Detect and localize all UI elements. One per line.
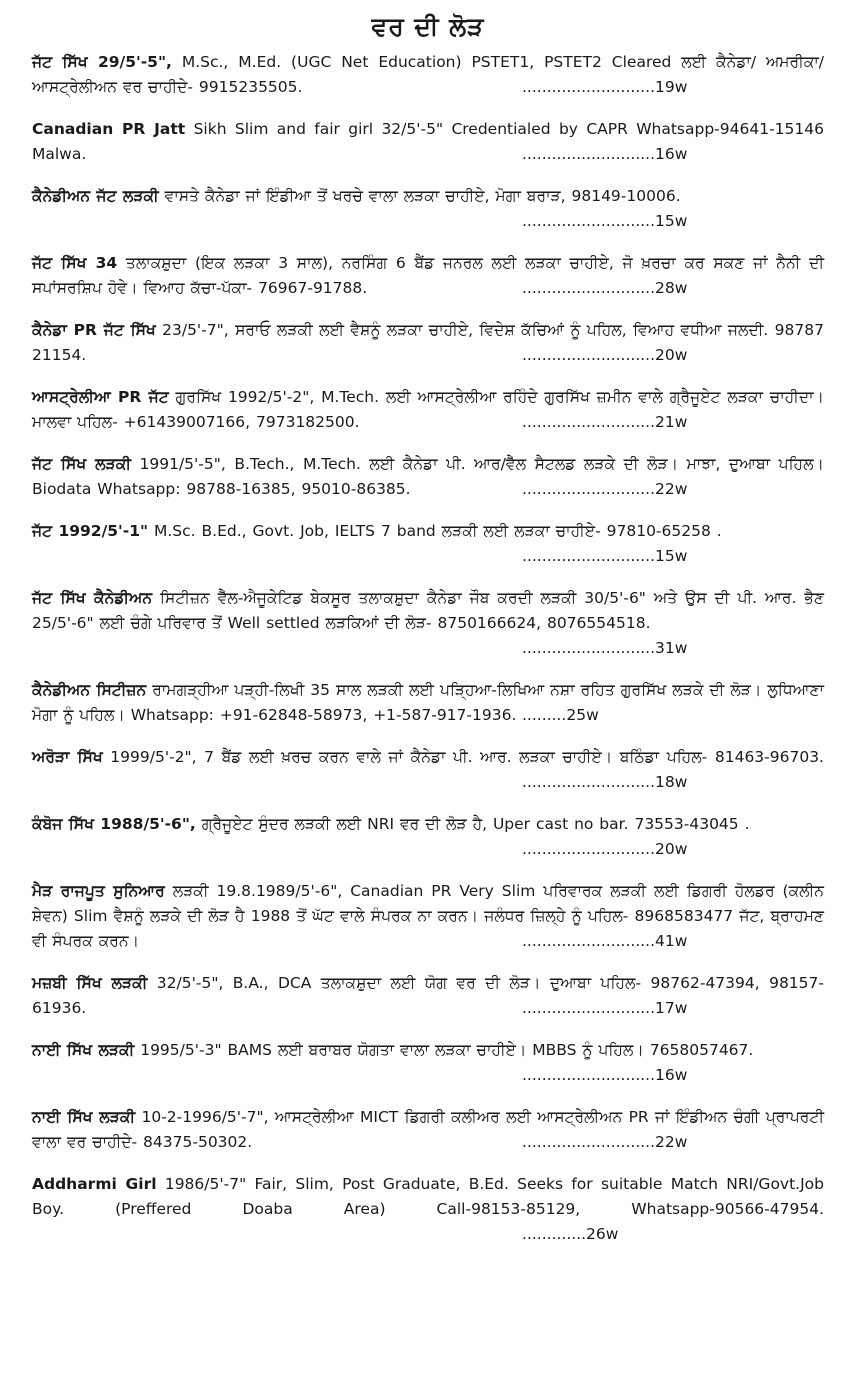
classified-ad [32, 678, 824, 728]
classified-ad [32, 971, 824, 1021]
ad-text: Sikh Slim and fair girl 32/5'-5" Credentialed by CAPR Whatsapp-94641-15146 Malwa. [32, 120, 824, 163]
ad-body [32, 1105, 824, 1155]
ad-body [32, 184, 824, 209]
ad-lead: ਕੈਨੇਡੀਅਨ ਸਿਟੀਜ਼ਨ [32, 681, 147, 699]
ad-body [32, 1038, 824, 1063]
ad-text: ਵਾਸਤੇ ਕੈਨੇਡਾ ਜਾਂ ਇੰਡੀਆ ਤੋਂ ਖਰਚੇ ਵਾਲਾ ਲੜਕਾ ਚਾਹੀਏ, ਮੋਗਾ ਬਰਾੜ, 98149-10006. [158, 187, 681, 205]
ad-body [32, 117, 824, 167]
classified-ad [32, 519, 824, 569]
ad-body [32, 1172, 824, 1247]
classified-ad [32, 1172, 824, 1247]
ad-body [32, 971, 824, 1021]
classified-ad [32, 1105, 824, 1155]
ad-body [32, 586, 824, 636]
ad-code: .........25w [522, 706, 599, 724]
ad-lead: ਆਸਟ੍ਰੇਲੀਆ PR ਜੱਟ [32, 388, 169, 406]
ad-body [32, 519, 824, 544]
ad-code: ...........................21w [522, 413, 688, 431]
ad-text: 1986/5'-7" Fair, Slim, Post Graduate, B.Ed. Seeks for suitable Match NRI/Govt.Job Boy. (Preffered Doaba Area) Call-98153-85129, Whatsapp-90566-47954. [32, 1175, 824, 1218]
ad-code: ...........................31w [522, 639, 688, 657]
classified-ad [32, 586, 824, 661]
ad-code: ...........................16w [522, 1066, 688, 1084]
classified-ad [32, 452, 824, 502]
ad-lead: Canadian PR Jatt [32, 120, 186, 138]
ad-code: .............26w [522, 1225, 619, 1243]
ad-text: ਤਲਾਕਸ਼ੁਦਾ (ਇਕ ਲੜਕਾ 3 ਸਾਲ), ਨਰਸਿੰਗ 6 ਬੈਂਡ ਜਨਰਲ ਲਈ ਲੜਕਾ ਚਾਹੀਏ, ਜੋ ਖ਼ਰਚਾ ਕਰ ਸਕਣ ਜਾਂ ਨੈਨੀ ਦੀ ਸਪਾਂਸਰਸ਼ਿਪ ਹੋਵੇ। ਵਿਆਹ ਕੱਚਾ-ਪੱਕਾ- 76967-91788. [32, 254, 824, 297]
ad-code: ...........................22w [522, 1133, 688, 1151]
ad-lead: ਕੈਨੇਡੀਅਨ ਜੱਟ ਲੜਕੀ [32, 187, 159, 205]
ad-lead: ਨਾਈ ਸਿੱਖ ਲੜਕੀ [32, 1108, 136, 1126]
ad-lead: ਕੈਨੇਡਾ PR ਜੱਟ ਸਿੱਖ [32, 321, 156, 339]
ad-code: ...........................20w [522, 840, 688, 858]
ad-code: ...........................41w [522, 932, 688, 950]
ad-body [32, 385, 824, 435]
ad-code: ...........................15w [522, 212, 688, 230]
ad-body [32, 50, 824, 100]
ad-text: ਸਿਟੀਜ਼ਨ ਵੈੱਲ-ਐਜੂਕੇਟਿਡ ਬੇਕਸੂਰ ਤਲਾਕਸ਼ੁਦਾ ਕੈਨੇਡਾ ਜੌਬ ਕਰਦੀ ਲੜਕੀ 30/5'-6" ਅਤੇ ਉਸ ਦੀ ਪੀ. ਆਰ. ਭੈਣ 25/5'-6" ਲਈ ਚੰਗੇ ਪਰਿਵਾਰ ਤੋਂ Well settled ਲੜਕਿਆਂ ਦੀ ਲੋੜ- 8750166624, 8076554518. [32, 589, 824, 632]
ad-code: ...........................17w [522, 999, 688, 1017]
classified-ad [32, 117, 824, 167]
ad-body [32, 745, 824, 795]
ad-text: 1999/5'-2", 7 ਬੈਂਡ ਲਈ ਖ਼ਰਚ ਕਰਨ ਵਾਲੇ ਜਾਂ ਕੈਨੇਡਾ ਪੀ. ਆਰ. ਲੜਕਾ ਚਾਹੀਏ। ਬਠਿੰਡਾ ਪਹਿਲ- 81463-96703. [102, 748, 824, 766]
ad-code: ...........................22w [522, 480, 688, 498]
ad-body [32, 879, 824, 954]
ad-code: ...........................19w [522, 78, 688, 96]
ad-code: ...........................15w [522, 547, 688, 565]
ad-lead: ਜੱਟ ਸਿੱਖ ਕੈਨੇਡੀਅਨ [32, 589, 153, 607]
ad-lead: ਮੈੜ ਰਾਜਪੂਤ ਸੁਨਿਆਰ [32, 882, 165, 900]
ads-list [32, 50, 824, 1247]
ad-code: ...........................28w [522, 279, 688, 297]
ad-lead: ਜੱਟ ਸਿੱਖ 34 [32, 254, 118, 272]
ad-text: 32/5'-5", B.A., DCA ਤਲਾਕਸ਼ੁਦਾ ਲਈ ਯੋਗ ਵਰ ਦੀ ਲੋੜ। ਦੁਆਬਾ ਪਹਿਲ- 98762-47394, 98157-61936. [32, 974, 824, 1017]
ad-lead: Addharmi Girl [32, 1175, 157, 1193]
ad-code: ...........................16w [522, 145, 688, 163]
ad-lead: ਜੱਟ ਸਿੱਖ 29/5'-5", [32, 53, 172, 71]
ad-code: ...........................18w [522, 773, 688, 791]
ad-text: M.Sc., M.Ed. (UGC Net Education) PSTET1, PSTET2 Cleared ਲਈ ਕੈਨੇਡਾ/ ਅਮਰੀਕਾ/ ਆਸਟ੍ਰੇਲੀਅਨ ਵਰ ਚਾਹੀਦੇ- 9915235505. [32, 53, 824, 96]
ad-text: M.Sc. B.Ed., Govt. Job, IELTS 7 band ਲੜਕੀ ਲਈ ਲੜਕਾ ਚਾਹੀਏ- 97810-65258 . [148, 522, 722, 540]
ad-body [32, 318, 824, 368]
classified-ad [32, 879, 824, 954]
ad-lead: ਨਾਈ ਸਿੱਖ ਲੜਕੀ [32, 1041, 135, 1059]
classified-ad [32, 251, 824, 301]
classified-ad [32, 812, 824, 862]
classified-ad [32, 184, 824, 234]
classified-ad [32, 1038, 824, 1088]
ad-lead: ਮਜ਼ਬੀ ਸਿੱਖ ਲੜਕੀ [32, 974, 148, 992]
ad-text: ਰਾਮਗੜ੍ਹੀਆ ਪੜ੍ਹੀ-ਲਿਖੀ 35 ਸਾਲ ਲੜਕੀ ਲਈ ਪੜ੍ਹਿਆ-ਲਿਖਿਆ ਨਸ਼ਾ ਰਹਿਤ ਗੁਰਸਿੱਖ ਲੜਕੇ ਦੀ ਲੋੜ। ਲੁਧਿਆਣਾ ਮੋਗਾ ਨੂੰ ਪਹਿਲ। Whatsapp: +91-62848-58973, +1-587-917-1936. [32, 681, 824, 724]
ad-text: 1995/5'-3" BAMS ਲਈ ਬਰਾਬਰ ਯੋਗਤਾ ਵਾਲਾ ਲੜਕਾ ਚਾਹੀਏ। MBBS ਨੂੰ ਪਹਿਲ। 7658057467. [134, 1041, 754, 1059]
ad-lead: ਜੱਟ ਸਿੱਖ ਲੜਕੀ [32, 455, 131, 473]
ad-body [32, 452, 824, 502]
classified-ad [32, 385, 824, 435]
ad-text: 1991/5'-5", B.Tech., M.Tech. ਲਈ ਕੈਨੇਡਾ ਪੀ. ਆਰ/ਵੈੱਲ ਸੈਟਲਡ ਲੜਕੇ ਦੀ ਲੋੜ। ਮਾਝਾ, ਦੁਆਬਾ ਪਹਿਲ। Biodata Whatsapp: 98788-16385, 95010-86385. [32, 455, 824, 498]
ad-text: ਲੜਕੀ 19.8.1989/5'-6", Canadian PR Very Slim ਪਰਿਵਾਰਕ ਲੜਕੀ ਲਈ ਡਿਗਰੀ ਹੋਲਡਰ (ਕਲੀਨ ਸ਼ੇਵਨ) Slim ਵੈਸ਼ਨੂੰ ਲੜਕੇ ਦੀ ਲੋੜ ਹੈ 1988 ਤੋਂ ਘੱਟ ਵਾਲੇ ਸੰਪਰਕ ਨਾ ਕਰਨ। ਜਲੰਧਰ ਜ਼ਿਲ੍ਹੇ ਨੂੰ ਪਹਿਲ- 8968583477 ਜੱਟ, ਬ੍ਰਾਹਮਣ ਵੀ ਸੰਪਰਕ ਕਰਨ। [32, 882, 824, 950]
ad-text: ਗ੍ਰੈਜੂਏਟ ਸੁੰਦਰ ਲੜਕੀ ਲਈ NRI ਵਰ ਦੀ ਲੋੜ ਹੈ, Uper cast no bar. 73553-43045 . [195, 815, 750, 833]
classified-ad [32, 50, 824, 100]
ad-text: 10-2-1996/5'-7", ਆਸਟ੍ਰੇਲੀਆ MICT ਡਿਗਰੀ ਕਲੀਅਰ ਲਈ ਆਸਟ੍ਰੇਲੀਅਨ PR ਜਾਂ ਇੰਡੀਅਨ ਚੰਗੀ ਪ੍ਰਾਪਰਟੀ ਵਾਲਾ ਵਰ ਚਾਹੀਦੇ- 84375-50302. [32, 1108, 824, 1151]
classified-ad [32, 318, 824, 368]
ad-code: ...........................20w [522, 346, 688, 364]
ad-body [32, 812, 824, 837]
ad-lead: ਕੰਬੋਜ ਸਿੱਖ 1988/5'-6", [32, 815, 196, 833]
page-title: ਵਰ ਦੀ ਲੋੜ [371, 12, 485, 41]
ad-text: 23/5'-7", ਸਰਾਓ ਲੜਕੀ ਲਈ ਵੈਸ਼ਨੂੰ ਲੜਕਾ ਚਾਹੀਏ, ਵਿਦੇਸ਼ ਕੱਚਿਆਂ ਨੂੰ ਪਹਿਲ, ਵਿਆਹ ਵਧੀਆ ਜਲਦੀ. 98787 21154. [32, 321, 824, 364]
ad-body [32, 251, 824, 301]
classified-ad [32, 745, 824, 795]
ad-body [32, 678, 824, 728]
ad-lead: ਅਰੋੜਾ ਸਿੱਖ [32, 748, 103, 766]
ad-text: ਗੁਰਸਿੱਖ 1992/5'-2", M.Tech. ਲਈ ਆਸਟ੍ਰੇਲੀਆ ਰਹਿੰਦੇ ਗੁਰਸਿੱਖ ਜ਼ਮੀਨ ਵਾਲੇ ਗ੍ਰੈਜੂਏਟ ਲੜਕਾ ਚਾਹੀਦਾ। ਮਾਲਵਾ ਪਹਿਲ- +61439007166, 7973182500. [32, 388, 824, 431]
ad-lead: ਜੱਟ 1992/5'-1" [32, 522, 149, 540]
